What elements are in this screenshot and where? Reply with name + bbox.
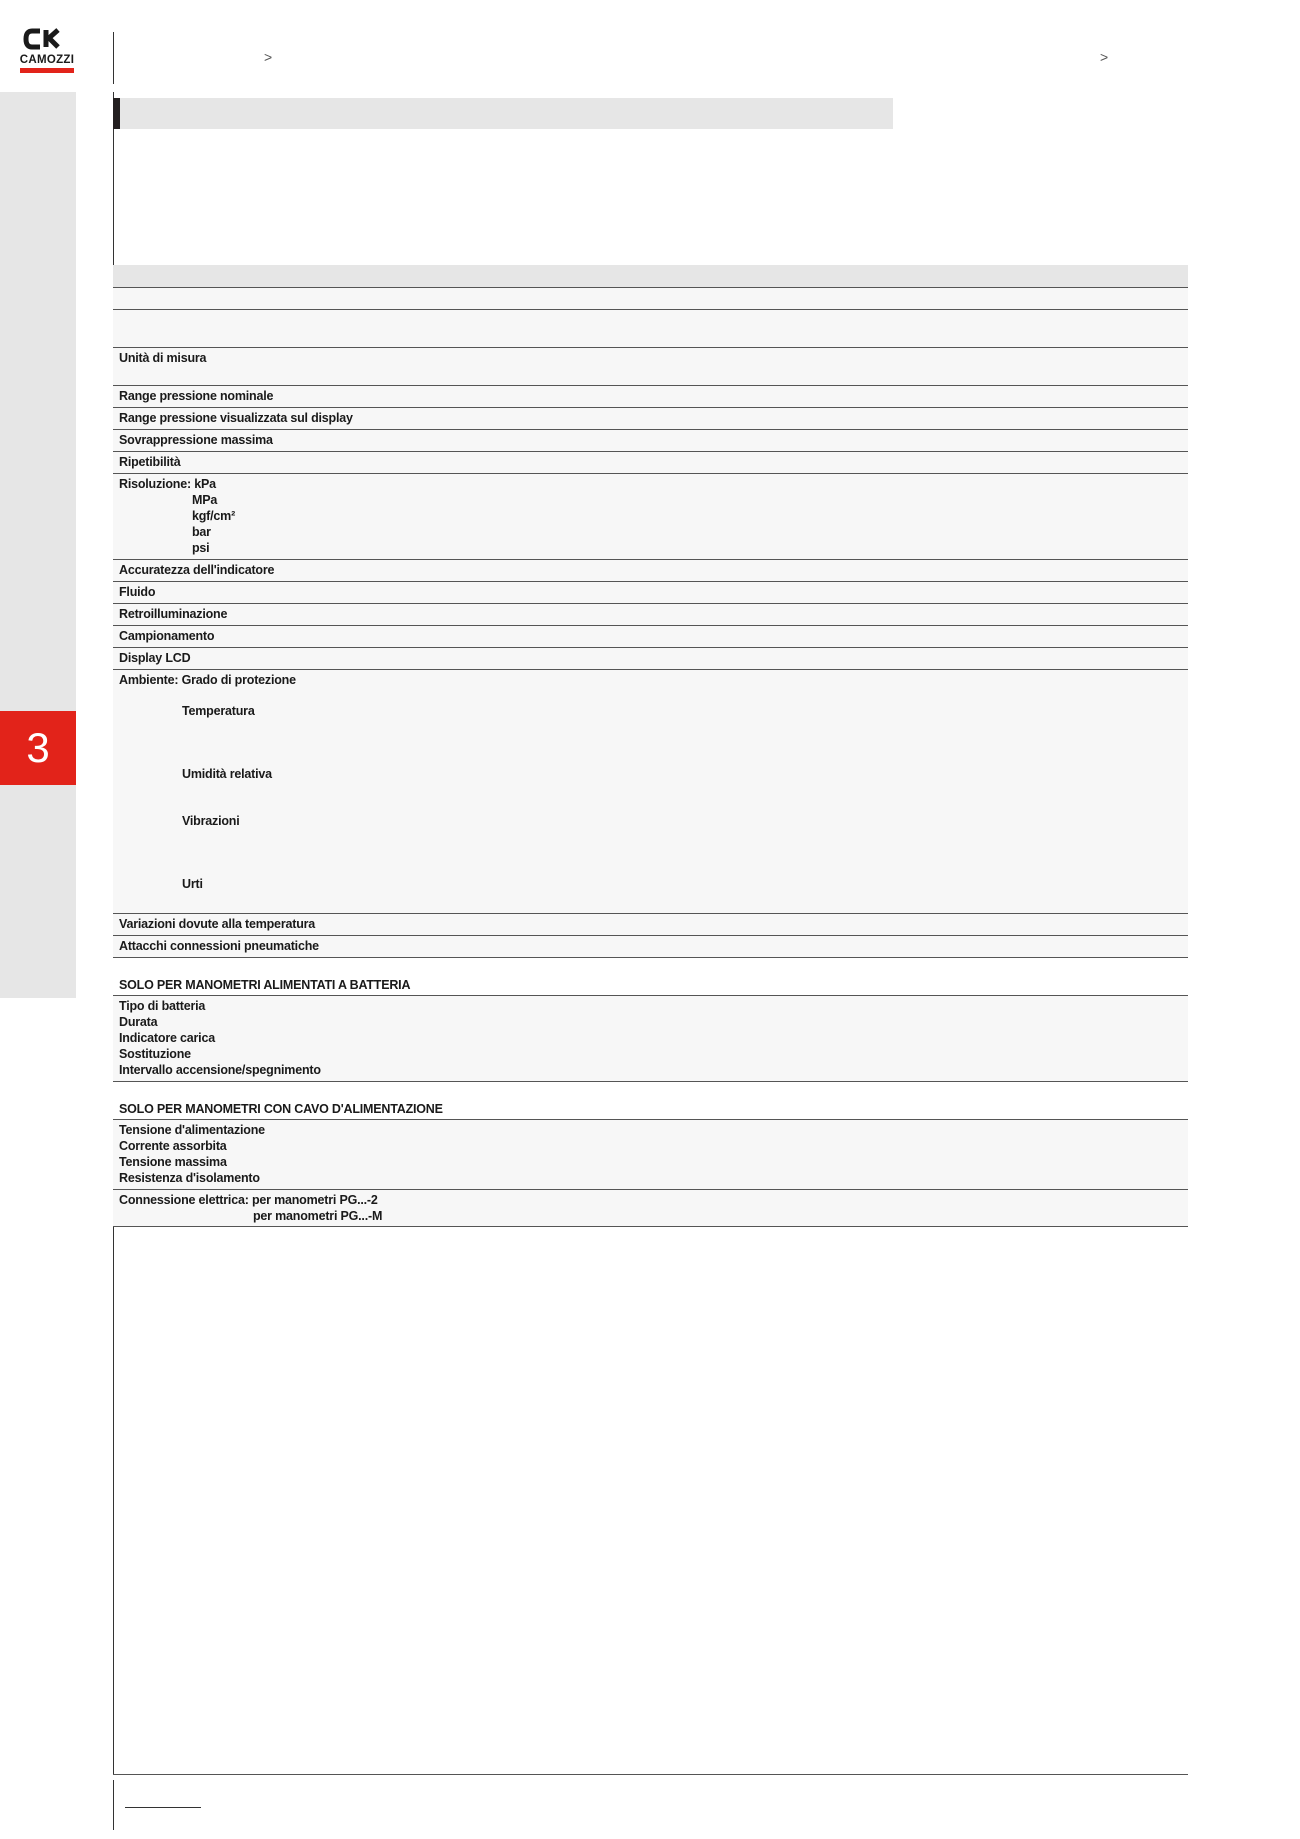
table-header (113, 265, 1188, 287)
camozzi-logo (16, 28, 78, 76)
table-row (113, 995, 1188, 1081)
section-heading-bar (113, 98, 893, 129)
spec-sublabel: Temperatura (182, 704, 255, 718)
table-section-heading (113, 1081, 1188, 1119)
spec-label: Durata (119, 1015, 158, 1029)
spec-sublabel: Umidità relativa (182, 767, 272, 781)
table-row (113, 913, 1188, 935)
section-label: SOLO PER MANOMETRI CON CAVO D'ALIMENTAZIONE (119, 1102, 443, 1116)
table-row (113, 1189, 1188, 1227)
spec-label: Ripetibilità (119, 455, 181, 469)
spec-label: Display LCD (119, 651, 191, 665)
table-row (113, 669, 1188, 913)
spec-label: Resistenza d'isolamento (119, 1171, 260, 1185)
spec-sublabel: Vibrazioni (182, 814, 240, 828)
section-marker (113, 98, 120, 129)
spec-label: Corrente assorbita (119, 1139, 227, 1153)
spec-label: Tipo di batteria (119, 999, 206, 1013)
spec-label: Unità di misura (119, 351, 207, 365)
table-row (113, 935, 1188, 957)
spec-label: Ambiente: (119, 673, 179, 687)
spec-label: Connessione elettrica: (119, 1193, 249, 1207)
spec-sublabel: bar (192, 525, 211, 539)
footer-divider (113, 1780, 114, 1830)
spec-label: Risoluzione: (119, 477, 191, 491)
spec-label: Intervallo accensione/spegnimento (119, 1063, 321, 1077)
spec-label: Campionamento (119, 629, 215, 643)
spec-sublabel: MPa (192, 493, 218, 507)
table-row (113, 407, 1188, 429)
camozzi-mark-icon (16, 28, 78, 54)
table-row (113, 603, 1188, 625)
chapter-tab[interactable]: 3 (0, 711, 76, 785)
breadcrumb-separator: > (1100, 49, 1109, 65)
spec-label: Retroilluminazione (119, 607, 228, 621)
spec-label: Sovrappressione massima (119, 433, 273, 447)
spec-sublabel: per manometri PG...-M (253, 1209, 383, 1223)
table-row (113, 647, 1188, 669)
table-row (113, 473, 1188, 559)
section-label: SOLO PER MANOMETRI ALIMENTATI A BATTERIA (119, 978, 411, 992)
spec-label: Range pressione visualizzata sul display (119, 411, 353, 425)
table-row (113, 287, 1188, 309)
spec-label: Indicatore carica (119, 1031, 215, 1045)
spec-label: Accuratezza dell'indicatore (119, 563, 275, 577)
table-row (113, 451, 1188, 473)
table-row (113, 309, 1188, 347)
spec-sublabel: kPa (194, 477, 216, 491)
footer-rule (113, 1774, 1188, 1775)
chapter-sidebar (0, 92, 76, 998)
spec-sublabel: kgf/cm² (192, 509, 236, 523)
spec-label: Variazioni dovute alla temperatura (119, 917, 316, 931)
table-row (113, 385, 1188, 407)
brand-accent-bar (20, 68, 74, 73)
spec-sublabel: Urti (182, 877, 203, 891)
spec-label: Attacchi connessioni pneumatiche (119, 939, 319, 953)
spec-label: Tensione d'alimentazione (119, 1123, 265, 1137)
table-row (113, 559, 1188, 581)
table-row (113, 581, 1188, 603)
breadcrumb-separator: > (264, 49, 273, 65)
header-divider (113, 32, 114, 84)
spec-label: Fluido (119, 585, 156, 599)
spec-label: Sostituzione (119, 1047, 191, 1061)
spec-sublabel: per manometri PG...-2 (251, 1193, 378, 1207)
spec-label: Tensione massima (119, 1155, 227, 1169)
spec-sublabel: psi (192, 541, 210, 555)
table-row (113, 625, 1188, 647)
table-row (113, 429, 1188, 451)
specs-table (113, 265, 1188, 1227)
table-section-heading (113, 957, 1188, 995)
table-row (113, 1119, 1188, 1189)
table-row (113, 347, 1188, 385)
page-number-rule (125, 1807, 201, 1808)
spec-sublabel: Grado di protezione (181, 673, 296, 687)
spec-label: Range pressione nominale (119, 389, 274, 403)
brand-name: CAMOZZI (19, 54, 75, 66)
